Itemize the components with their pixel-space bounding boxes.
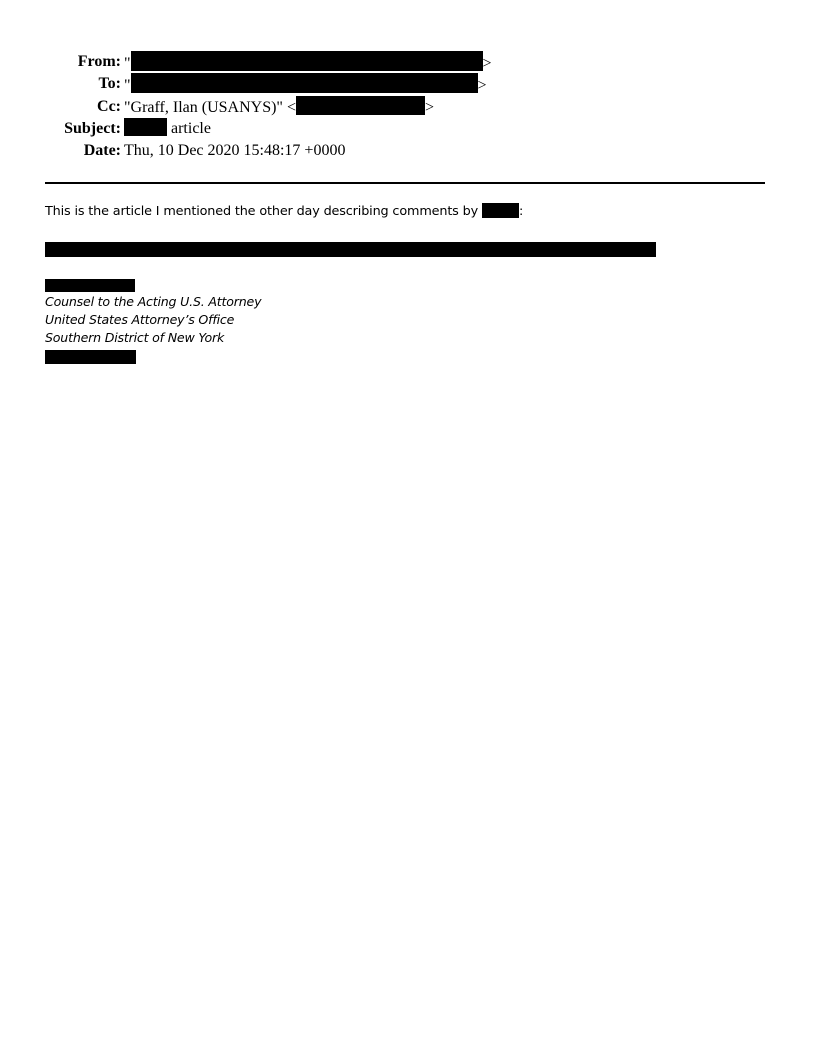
- from-suffix: >: [482, 55, 492, 72]
- date-label: Date:: [83, 142, 121, 160]
- from-value: [124, 51, 492, 75]
- body-redaction: [482, 203, 519, 218]
- signature-office: United States Attorney’s Office: [45, 312, 235, 327]
- signature-name-redaction: [45, 279, 135, 292]
- to-suffix: >: [477, 77, 487, 95]
- subject-value: [124, 118, 211, 140]
- cc-label: Cc:: [97, 97, 121, 115]
- header-divider: [45, 182, 765, 184]
- cc-suffix: >: [424, 98, 435, 116]
- to-value: [124, 73, 487, 97]
- subject-text: article: [171, 119, 211, 137]
- cc-value: [124, 96, 434, 119]
- link-redaction: [45, 242, 656, 257]
- to-label: To:: [98, 75, 121, 93]
- signature-contact-redaction: [45, 350, 136, 364]
- from-redaction: [131, 51, 483, 71]
- body-suffix: :: [518, 204, 524, 219]
- signature-title: Counsel to the Acting U.S. Attorney: [45, 294, 262, 309]
- from-prefix: ": [124, 55, 131, 72]
- to-prefix: ": [124, 77, 131, 95]
- cc-redaction: [296, 96, 425, 115]
- cc-text: "Graff, Ilan (USANYS)" <: [124, 98, 296, 116]
- subject-redaction: [124, 118, 167, 136]
- date-value: Thu, 10 Dec 2020 15:48:17 +0000: [124, 142, 346, 160]
- signature-district: Southern District of New York: [45, 330, 225, 345]
- subject-label: Subject:: [64, 119, 121, 137]
- body-text: This is the article I mentioned the other day describing comments by: [45, 204, 479, 219]
- signature-block: [45, 293, 261, 347]
- to-redaction: [131, 73, 478, 93]
- from-label: From:: [77, 53, 121, 70]
- message-body: [45, 203, 523, 219]
